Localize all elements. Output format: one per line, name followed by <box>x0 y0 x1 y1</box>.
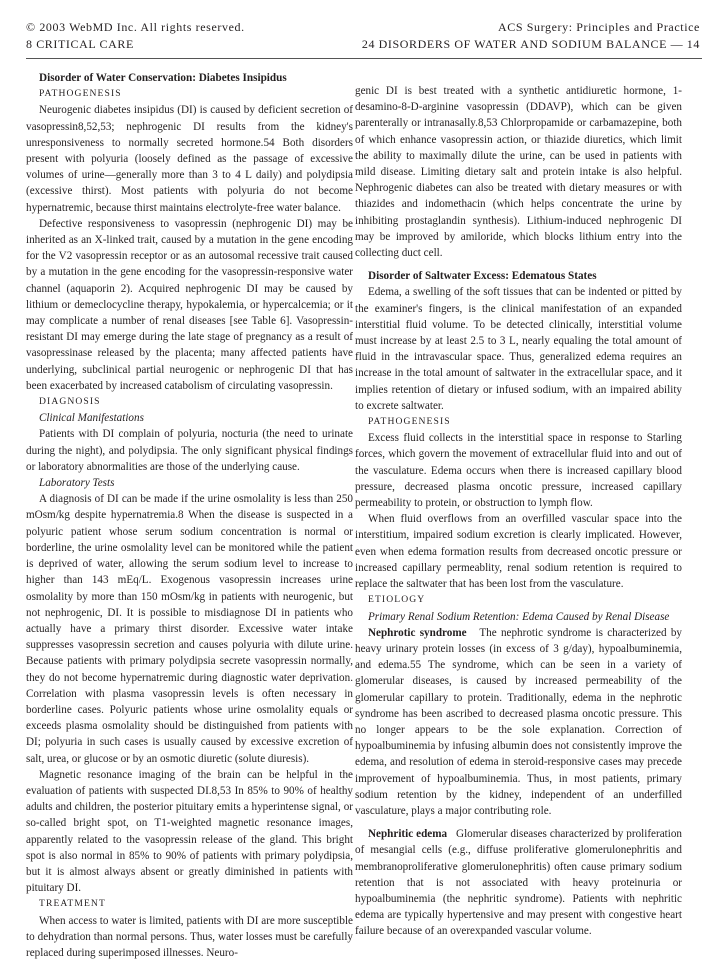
header-rule <box>26 58 702 59</box>
book-title: ACS Surgery: Principles and Practice <box>497 20 700 34</box>
paragraph: Edema, a swelling of the soft tissues that can be indented or pitted by the examiner's fingers, is the clinical manifestation of an expanded interstitial fluid volume. To be detected clinically, interstitial volume must increase by at least 2.5 to 3 L, nearly equaling the total amount of fluid in the intravascular space. Thus, generalized edema requires an increase in the total amount of saltwater in the extracellular space, and it implies retention of dietary or infused sodium, with an impaired ability to excrete saltwater. <box>355 286 682 412</box>
heading-saltwater-excess: Disorder of Saltwater Excess: Edematous States <box>368 270 597 283</box>
paragraph: A diagnosis of DI can be made if the urine osmolality is less than 250 mOsm/kg despite hypernatremia.8 When the disease is suspected in a polyuric patient whose serum sodium concentration is normal or borderline, the urine osmolality level can be monitored while the patient is deprived of water, allowing the serum sodium level to increase to higher than 143 mEq/L. Exogenous vasopressin increases urine osmolality by more than 150 mOsm/kg in patients with neurogenic, but not nephrogenic, DI. It is possible to misdiagnose DI in patients who actually have a primary thirst disorder. Excessive water intake suppresses vasopressin secretion and causes polyuria with dilute urine. Because patients with primary polydipsia secrete vasopressin normally, they do not become hypernatremic during diagnostic water deprivation. Correlation with plasma vasopressin levels is often necessary in borderline cases. Polyuric patients whose urine osmolality equals or exceeds plasma osmolality should be distinguished from patients with DI; polyuria in such cases is usually caused by excessive excretion of salt, urea, or glucose or by an osmotic diuretic (solute diuresis). <box>26 493 353 765</box>
spacer <box>355 261 682 268</box>
subheading-diagnosis: DIAGNOSIS <box>39 396 101 408</box>
paragraph: Patients with DI complain of polyuria, nocturia (the need to urinate during the night), and polydipsia. The only significant physical findings or laboratory abnormalities are those of the underlying cause. <box>26 428 353 473</box>
paragraph: When access to water is limited, patients with DI are more susceptible to dehydration than normal persons. Thus, water losses must be carefully replaced during superimposed illnesses. Neuro- <box>26 914 353 959</box>
subheading-pathogenesis-2: PATHOGENESIS <box>368 416 451 428</box>
subheading-clinical-manifestations: Clinical Manifestations <box>39 412 144 425</box>
left-column <box>26 70 353 961</box>
paragraph: genic DI is best treated with a synthetic antidiuretic hormone, 1-desamino-8-D-arginine vasopressin (DDAVP), which can be given parenterally or intranasally.8,53 Chlorpropamide or carbamazepine, both of which enhance vasopressin action, or thiazide diuretics, which limit the ability to maximally dilute the urine, can be used in patients with mild disease. Limiting dietary salt and protein intake is also helpful. Nephrogenic diabetes can also be treated with dietary measures or with thiazides and indomethacin (which helps concentrate the urine by inhibiting prostaglandin synthesis). Lithium-induced nephrogenic DI may be improved by amiloride, which blocks lithium entry into the collecting duct cell. <box>355 85 682 260</box>
subheading-treatment: TREATMENT <box>39 898 106 910</box>
runin-nephrotic-syndrome: Nephrotic syndrome <box>368 626 467 639</box>
heading-diabetes-insipidus: Disorder of Water Conservation: Diabetes Insipidus <box>39 72 287 84</box>
subheading-pathogenesis: PATHOGENESIS <box>39 88 122 100</box>
paragraph: Neurogenic diabetes insipidus (DI) is caused by deficient secretion of vasopressin8,52,53; nephrogenic DI results from the kidney's unresponsiveness to normally secreted hormone.54 Both disorders present with polyuria (loosely defined as the passage of excessive volumes of urine—generally more than 3 to 4 L daily) and polydipsia (excessive thirst). Most patients with polyuria do not become hypernatremic, because thirst maintains electrolyte-free water balance. <box>26 104 353 214</box>
paragraph: Magnetic resonance imaging of the brain can be helpful in the evaluation of patients with suspected DI.8,53 In 85% to 90% of healthy adults and children, the posterior pituitary emits a hyperintense signal, or so-called bright spot, on T1-weighted magnetic resonance images, apparently related to the vasopressin release of the gland. This bright spot is also normal in 85% to 90% of patients with primary polydipsia, but it is almost always absent or greatly diminished in patients with pituitary DI. <box>26 768 353 895</box>
subheading-laboratory-tests: Laboratory Tests <box>39 477 115 490</box>
right-column <box>355 83 682 940</box>
running-header-left <box>26 19 245 53</box>
paragraph-text: The nephrotic syndrome is characterized by heavy urinary protein losses (in excess of 3 g/day), hypoalbuminemia, and edema.55 The syndrome, which can be seen in a variety of glomerular diseases, is caused by increased permeability of the glomerular capillary to protein. Traditionally, edema in the nephrotic syndrome has been ascribed to decreased plasma oncotic pressure. This no longer appears to be the sole explanation. Correction of hypoalbuminemia by infusing albumin does not consistently improve the edema, and resolution of edema in steroid-responsive cases may precede improvement of hypoalbuminemia. Thus, in most patients, primary sodium retention by the kidney, independent of an underfilled vasculature, plays a major contributing role. <box>355 626 682 817</box>
paragraph <box>355 625 682 819</box>
spacer <box>355 819 682 826</box>
subheading-primary-renal-sodium-retention: Primary Renal Sodium Retention: Edema Caused by Renal Disease <box>368 610 670 623</box>
paragraph <box>355 826 682 939</box>
paragraph: Defective responsiveness to vasopressin (nephrogenic DI) may be inherited as an X-linked trait, caused by a mutation in the gene encoding for the V2 vasopressin receptor or as an autosomal recessive trait caused by a mutation in the gene encoding for the vasopressin-responsive water channel (aquaporin 2). Acquired nephrogenic DI may be caused by lithium or demeclocycline therapy, hypokalemia, or hypercalcemia; or it may complicate a number of renal diseases [see Table 6]. Vasopressin-resistant DI may emerge during the late stage of pregnancy as a result of vasopressinase released by the placenta; many affected patients have underlying, subclinical partial neurogenic or nephrogenic DI that has been exacerbated by increased catabolism of circulating vasopressin. <box>26 217 353 392</box>
chapter-title: 24 DISORDERS OF WATER AND SODIUM BALANCE — 14 <box>361 37 700 51</box>
paragraph: Excess fluid collects in the interstitial space in response to Starling forces, which govern the movement of extracellular fluid into and out of the vasculature. Edema occurs when there is increased capillary blood pressure, decreased plasma oncotic pressure, increased capillary permeability to protein, or obstruction to lymph flow. <box>355 432 682 510</box>
paragraph: When fluid overflows from an overfilled vascular space into the interstitium, impaired sodium excretion is clearly implicated. However, even when edema formation results from decreased oncotic pressure or increased capillary permeablity, renal sodium retention is required to replace the saltwater that has been lost from the vasculature. <box>355 513 682 591</box>
paragraph-text: Glomerular diseases characterized by proliferation of mesangial cells (e.g., diffuse proliferative glomerulonephritis and membranoproliferative glomerulonephritis) often cause primary sodium retention that is not associated with heavy proteinuria or hypoalbuminemia (the nephritic syndrome). Patients with nephritic edema are typically hypertensive and may present with congestive heart failure because of an overexpanded vascular volume. <box>355 828 682 938</box>
running-header-right <box>362 19 700 53</box>
copyright-notice: © 2003 WebMD Inc. All rights reserved. <box>26 20 245 34</box>
subheading-etiology: ETIOLOGY <box>368 594 426 606</box>
runin-nephritic-edema: Nephritic edema <box>368 828 448 841</box>
section-label: 8 CRITICAL CARE <box>26 37 134 51</box>
